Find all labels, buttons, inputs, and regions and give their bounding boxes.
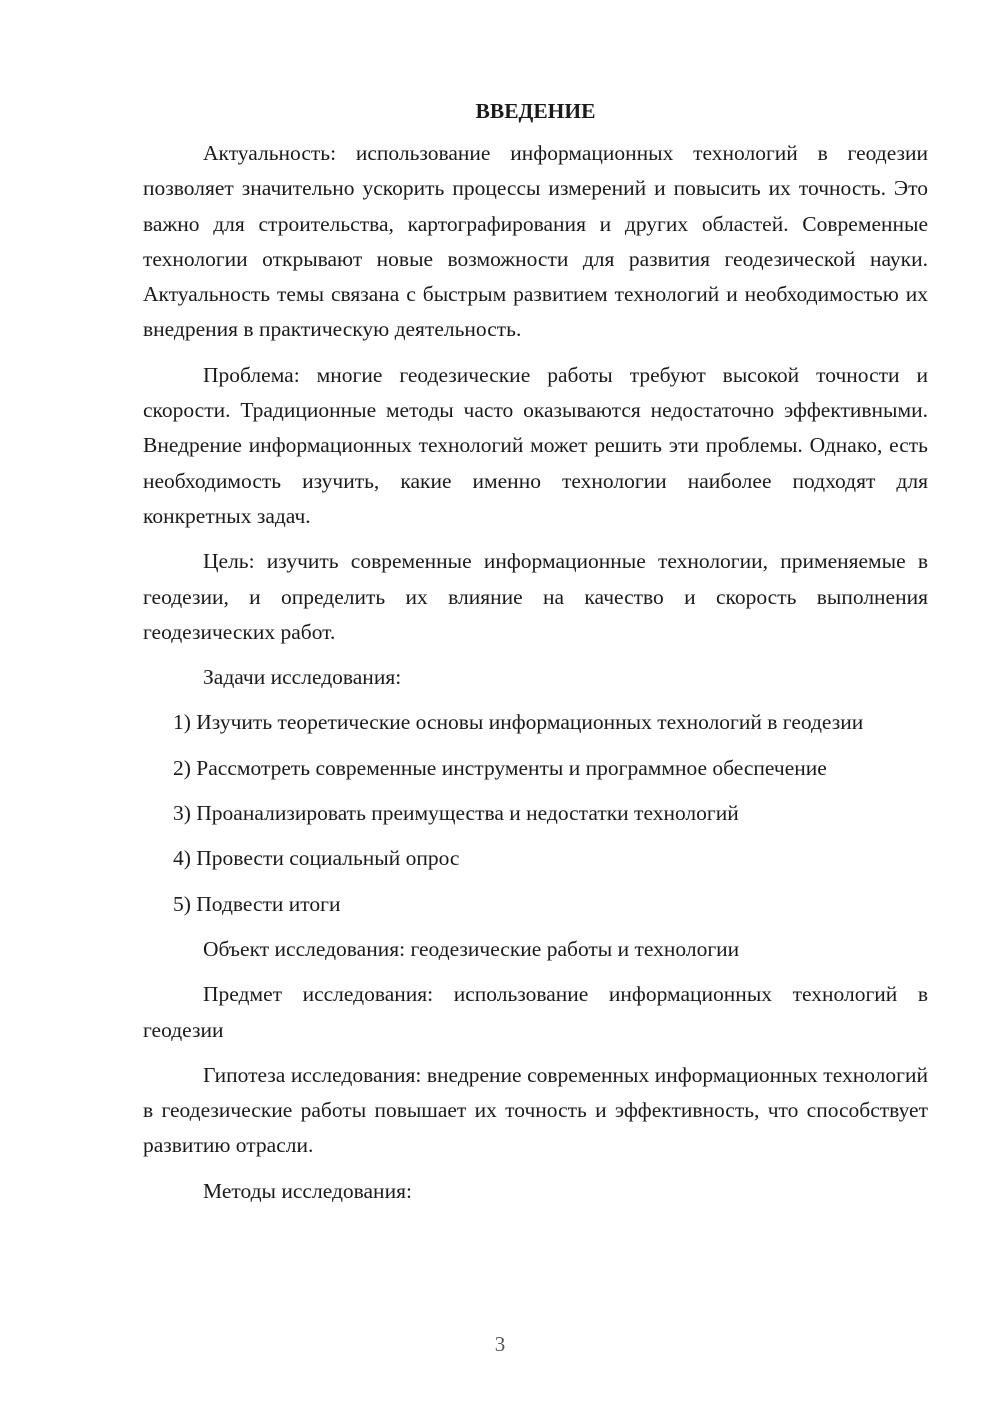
task-item-3: 3) Проанализировать преимущества и недостатки технологий xyxy=(173,801,739,826)
task-item-5: 5) Подвести итоги xyxy=(173,891,341,916)
task-item-2: 2) Рассмотреть современные инструменты и программное обеспечение xyxy=(173,755,827,780)
paragraph-methods: Методы исследования: xyxy=(203,1178,412,1203)
paragraph-problem: Проблема: многие геодезические работы требуют высокой точности и скорости. Традиционные методы часто оказываются недостаточно эффективными. Внедрение информационных технологий может решить эти проблемы. Однако, есть необходимость изучить, какие именно технологии наиболее подходят для конкретных задач. xyxy=(143,362,928,528)
paragraph-tasks-heading: Задачи исследования: xyxy=(203,665,402,690)
paragraph-object: Объект исследования: геодезические работы и технологии xyxy=(203,936,740,961)
document-title: ВВЕДЕНИЕ xyxy=(475,99,596,123)
page-body xyxy=(143,96,928,1219)
page-number: 3 xyxy=(494,1332,506,1356)
task-item-1: 1) Изучить теоретические основы информационных технологий в геодезии xyxy=(173,710,864,735)
paragraph-relevance: Актуальность: использование информационных технологий в геодезии позволяет значительно ускорить процессы измерений и повысить их точность. Это важно для строительства, картографирования и других областей. Современные технологии открывают новые возможности для развития геодезической науки. Актуальность темы связана с быстрым развитием технологий и необходимостью их внедрения в практическую деятельность. xyxy=(143,141,928,342)
paragraph-goal: Цель: изучить современные информационные технологии, применяемые в геодезии, и определить их влияние на качество и скорость выполнения геодезических работ. xyxy=(143,549,928,644)
paragraph-hypothesis: Гипотеза исследования: внедрение современных информационных технологий в геодезические работы повышает их точность и эффективность, что способствует развитию отрасли. xyxy=(143,1062,928,1158)
task-item-4: 4) Провести социальный опрос xyxy=(173,846,460,871)
paragraph-subject: Предмет исследования: использование информационных технологий в геодезии xyxy=(143,982,928,1042)
